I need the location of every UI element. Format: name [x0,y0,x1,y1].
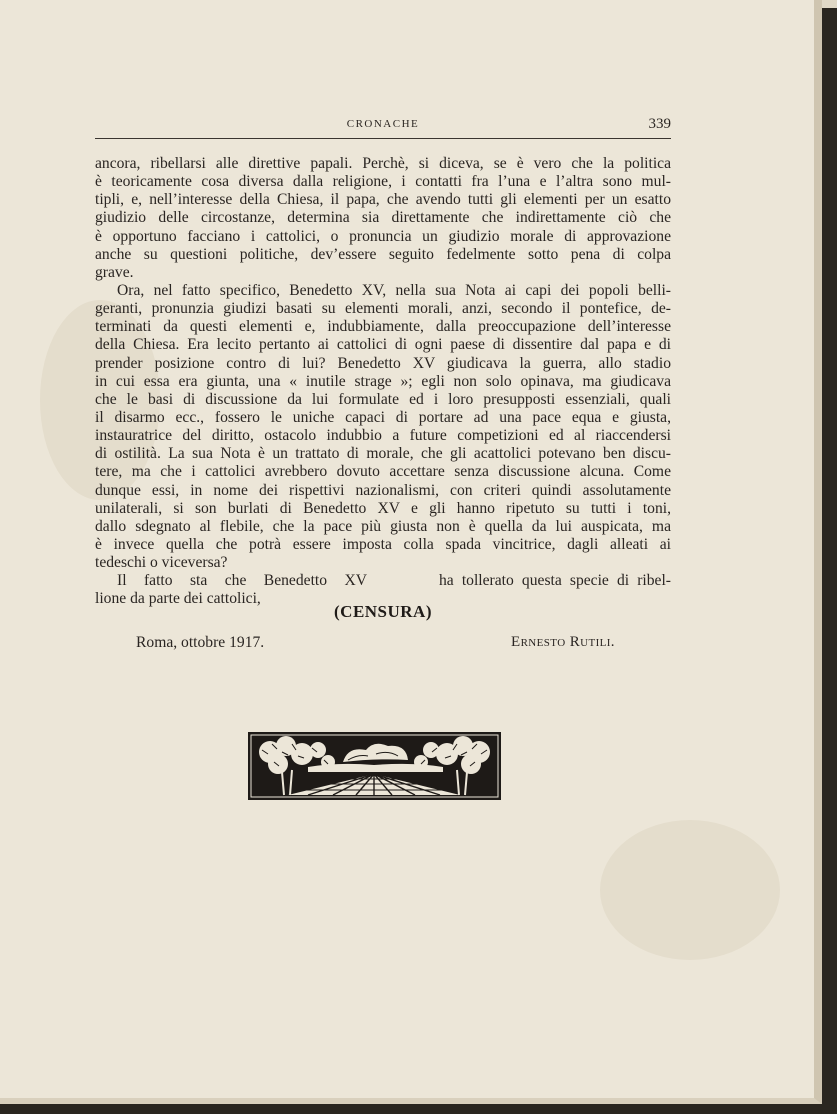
text-line: è invece quella che potrà essere imposta colla spada vincitrice, dagli alleati ai [95,535,671,553]
text-line: tedeschi o viceversa? [95,554,228,572]
text-segment-after-censorship: ha tollerato questa specie di ribel- [439,572,671,590]
text-line: prender posizione contro di lui? Benedetto XV giudicava la guerra, allo stadio [95,354,671,372]
text-line: geranti, pronunzia giudizi basati su elementi morali, anzi, secondo il pontefice, de- [95,300,671,318]
text-line: giudizio delle circostanze, determina sia direttamente che indirettamente ciò che [95,209,671,227]
text-line: grave. [95,263,134,281]
text-line: dallo sdegnato al flebile, che la pace più giusta non è quella da lui auspicata, ma [95,517,671,535]
censored-text-line [95,572,671,590]
text-line: di ostilità. La sua Nota è un trattato di morale, che gli acattolici potevano ben discu- [95,445,671,463]
text-segment-before-censorship: Il fatto sta che Benedetto XV [117,572,367,590]
text-line: dunque essi, in nome dei rispettivi nazionalismi, con criteri quindi assolutamente [95,481,671,499]
text-line: tere, ma che i cattolici avrebbero dovuto accettare senza discussione alcuna. Come [95,463,671,481]
text-line: ancora, ribellarsi alle direttive papali. Perchè, si diceva, se è vero che la politica [95,155,671,172]
text-line: è teoricamente cosa diversa dalla religione, i contatti fra l’una e l’altra sono mul- [95,173,671,191]
woodcut-landscape-vignette [248,732,501,800]
text-line: Ora, nel fatto specifico, Benedetto XV, nella sua Nota ai capi dei popoli belli- [117,281,671,299]
text-line: terminati da questi elementi e, indubbiamente, dalla preoccupazione dell’interesse [95,318,671,336]
text-line: della Chiesa. Era lecito pertanto ai cattolici di ogni paese di dissentire dal papa e di [95,336,671,354]
censorship-mark: (CENSURA) [334,602,432,621]
running-head-title: CRONACHE [346,118,420,130]
text-line: lione da parte dei cattolici, [95,590,261,608]
text-line: in cui essa era giunta, una « inutile strage »; egli non solo opinava, ma giudicava [95,372,671,390]
running-header [95,116,671,139]
text-line: tipli, e, nell’interesse della Chiesa, il papa, che avendo tutti gli elementi per un esatto [95,191,671,209]
text-line: unilaterali, si son burlati di Benedetto XV e gli hanno ripetuto su tutti i toni, [95,499,671,517]
body-text [95,155,671,609]
text-line: anche su questioni politiche, dev’essere seguito fedelmente sotto pena di colpa [95,245,671,263]
page-number: 339 [648,116,671,132]
dateline: Roma, ottobre 1917. [136,634,265,651]
author-signature: Ernesto Rutili. [511,634,615,650]
text-line: il disarmo ecc., fossero le uniche capaci di portare ad una pace equa e giusta, [95,408,671,426]
text-line: che le basi di discussione da lui formulate ed i loro presupposti essenziali, quali [95,390,671,408]
paper-stain [600,820,780,960]
text-line: è opportuno facciano i cattolici, o pronuncia un giudizio morale di approvazione [95,227,671,245]
text-line: instauratrice del diritto, ostacolo indubbio a future competizioni ed al riaccendersi [95,427,671,445]
